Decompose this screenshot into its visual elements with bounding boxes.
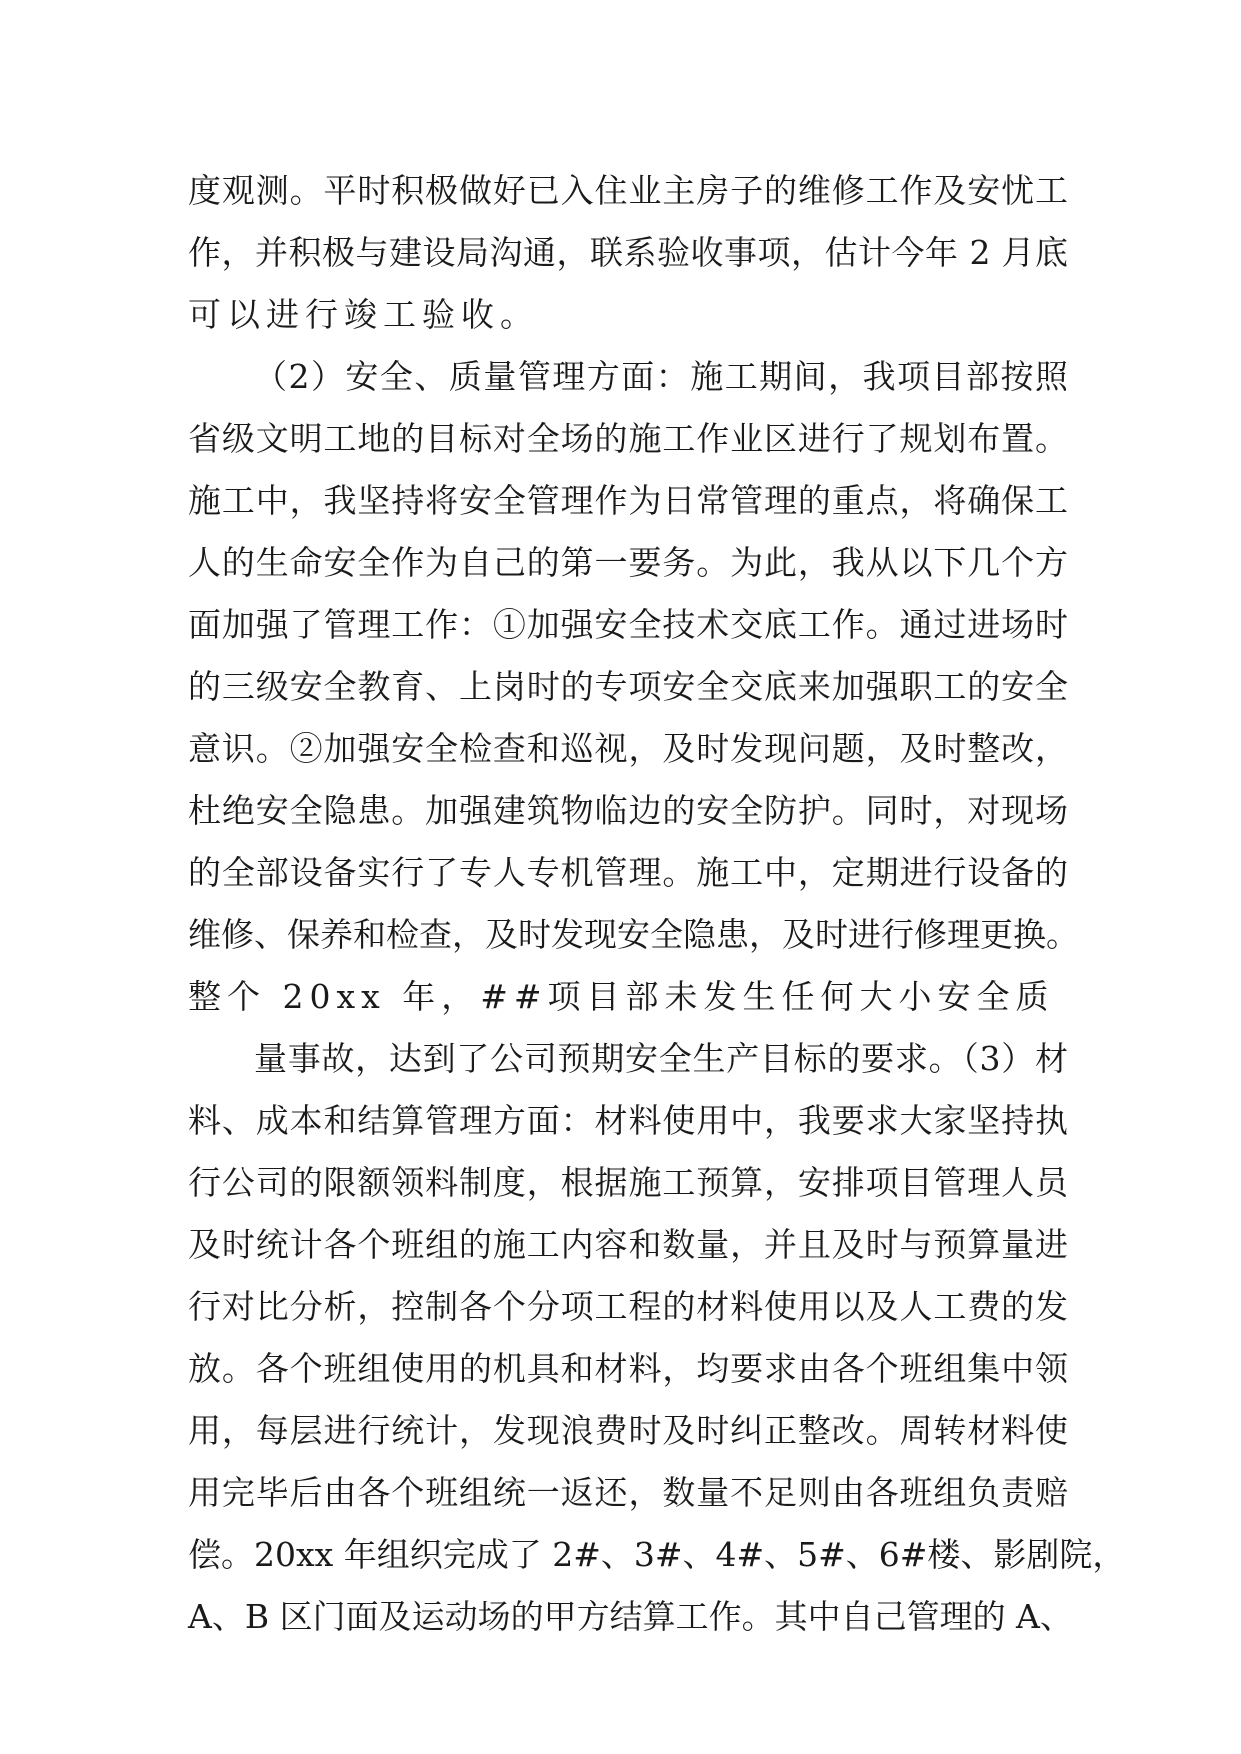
- body-text: [188, 160, 1126, 1648]
- text-line: 可以进行竣工验收。: [188, 295, 539, 334]
- text-line: 用完毕后由各个班组统一返还，数量不足则由各班组负责赔: [188, 1473, 1068, 1512]
- text-line: 整个 20xx 年，##项目部未发生任何大小安全质: [188, 977, 1055, 1016]
- text-line: 的全部设备实行了专人专机管理。施工中，定期进行设备的: [188, 853, 1068, 892]
- text-line: 作，并积极与建设局沟通，联系验收事项，估计今年 2 月底: [188, 233, 1068, 272]
- text-line: 行公司的限额领料制度，根据施工预算，安排项目管理人员: [188, 1163, 1068, 1202]
- text-line: A、B 区门面及运动场的甲方结算工作。其中自己管理的 A、: [188, 1597, 1073, 1636]
- text-line: 维修、保养和检查，及时发现安全隐患，及时进行修理更换。: [188, 915, 1079, 954]
- paragraph-start-line: 量事故，达到了公司预期安全生产目标的要求。（3）材: [254, 1039, 1068, 1078]
- text-line: 用，每层进行统计，发现浪费时及时纠正整改。周转材料使: [188, 1411, 1068, 1450]
- text-line: 人的生命安全作为自己的第一要务。为此，我从以下几个方: [188, 543, 1068, 582]
- text-line: 行对比分析，控制各个分项工程的材料使用以及人工费的发: [188, 1287, 1068, 1326]
- text-line: 杜绝安全隐患。加强建筑物临边的安全防护。同时，对现场: [188, 791, 1068, 830]
- text-line: 料、成本和结算管理方面：材料使用中，我要求大家坚持执: [188, 1101, 1068, 1140]
- text-line: 放。各个班组使用的机具和材料，均要求由各个班组集中领: [188, 1349, 1068, 1388]
- text-line: 度观测。平时积极做好已入住业主房子的维修工作及安忧工: [188, 171, 1068, 210]
- text-line: 意识。②加强安全检查和巡视，及时发现问题，及时整改，: [188, 729, 1068, 768]
- text-line: 的三级安全教育、上岗时的专项安全交底来加强职工的安全: [188, 667, 1068, 706]
- text-line: 省级文明工地的目标对全场的施工作业区进行了规划布置。: [188, 419, 1068, 458]
- paragraph-start-line: （2）安全、质量管理方面：施工期间，我项目部按照: [254, 357, 1068, 396]
- text-line: 偿。20xx 年组织完成了 2#、3#、4#、5#、6#楼、影剧院，: [188, 1535, 1126, 1574]
- text-line: 施工中，我坚持将安全管理作为日常管理的重点，将确保工: [188, 481, 1068, 520]
- text-line: 及时统计各个班组的施工内容和数量，并且及时与预算量进: [188, 1225, 1068, 1264]
- text-line: 面加强了管理工作：①加强安全技术交底工作。通过进场时: [188, 605, 1068, 644]
